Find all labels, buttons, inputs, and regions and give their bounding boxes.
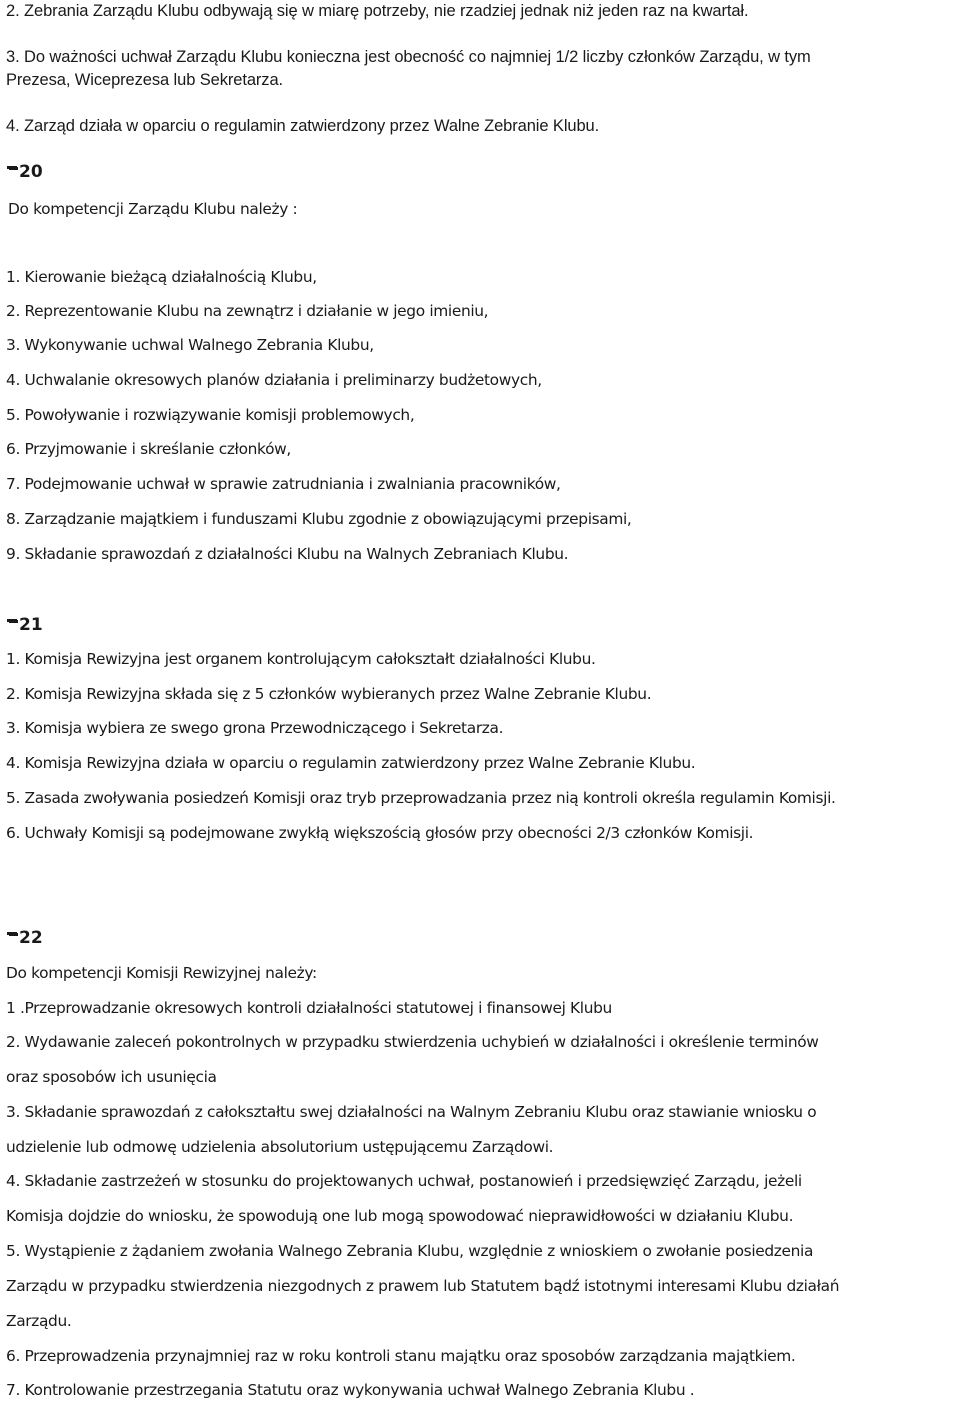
section-heading-20 (3, 161, 43, 183)
list-item: 2. Komisja Rewizyjna składa się z 5 członków wybieranych przez Walne Zebranie Klubu. (6, 685, 652, 703)
list-item-continuation: oraz sposobów ich usunięcia (6, 1068, 217, 1086)
list-item: 2. Wydawanie zaleceń pokontrolnych w przypadku stwierdzenia uchybień w działalności i określenie terminów (6, 1033, 819, 1051)
list-item: 7. Kontrolowanie przestrzegania Statutu oraz wykonywania uchwał Walnego Zebrania Klubu . (6, 1381, 695, 1399)
list-item-continuation: Zarządu. (6, 1312, 72, 1330)
section-heading-22 (3, 927, 43, 949)
list-item: 4. Uchwalanie okresowych planów działania i preliminarzy budżetowych, (6, 371, 542, 389)
paragraph-line: Prezesa, Wiceprezesa lub Sekretarza. (6, 71, 284, 89)
section-number: 22 (19, 928, 43, 948)
section-number: 21 (19, 615, 43, 635)
list-item: 3. Wykonywanie uchwal Walnego Zebrania Klubu, (6, 336, 374, 354)
section-intro: Do kompetencji Zarządu Klubu należy : (8, 200, 298, 218)
list-item: 2. Reprezentowanie Klubu na zewnątrz i działanie w jego imieniu, (6, 302, 489, 320)
list-item: 1. Komisja Rewizyjna jest organem kontrolującym całokształt działalności Klubu. (6, 650, 596, 668)
list-item: 1 .Przeprowadzanie okresowych kontroli działalności statutowej i finansowej Klubu (6, 999, 612, 1017)
paragraph-line: 4. Zarząd działa w oparciu o regulamin zatwierdzony przez Walne Zebranie Klubu. (6, 117, 600, 135)
list-item-continuation: Komisja dojdzie do wniosku, że spowodują one lub mogą spowodować nieprawidłowości w działaniu Klubu. (6, 1207, 794, 1225)
list-item: 4. Komisja Rewizyjna działa w oparciu o regulamin zatwierdzony przez Walne Zebranie Klubu. (6, 754, 696, 772)
list-item: 5. Zasada zwoływania posiedzeń Komisji oraz tryb przeprowadzania przez nią kontroli określa regulamin Komisji. (6, 789, 836, 807)
section-sign-icon (3, 927, 19, 949)
section-intro: Do kompetencji Komisji Rewizyjnej należy: (6, 964, 317, 982)
section-sign-icon (3, 614, 19, 636)
section-number: 20 (19, 162, 43, 182)
list-item: 8. Zarządzanie majątkiem i funduszami Klubu zgodnie z obowiązującymi przepisami, (6, 510, 632, 528)
paragraph-line: 2. Zebrania Zarządu Klubu odbywają się w miarę potrzeby, nie rzadziej jednak niż jeden raz na kwartał. (6, 2, 749, 20)
list-item-continuation: Zarządu w przypadku stwierdzenia niezgodnych z prawem lub Statutem bądź istotnymi interesami Klubu działań (6, 1277, 840, 1295)
list-item: 1. Kierowanie bieżącą działalnością Klubu, (6, 268, 317, 286)
list-item: 7. Podejmowanie uchwał w sprawie zatrudniania i zwalniania pracowników, (6, 475, 561, 493)
list-item: 6. Przeprowadzenia przynajmniej raz w roku kontroli stanu majątku oraz sposobów zarządzania majątkiem. (6, 1347, 796, 1365)
list-item: 6. Uchwały Komisji są podejmowane zwykłą większością głosów przy obecności 2/3 członków Komisji. (6, 824, 754, 842)
list-item: 5. Wystąpienie z żądaniem zwołania Walnego Zebrania Klubu, względnie z wnioskiem o zwołanie posiedzenia (6, 1242, 814, 1260)
section-sign-icon (3, 161, 19, 183)
section-heading-21 (3, 614, 43, 636)
list-item-continuation: udzielenie lub odmowę udzielenia absolutorium ustępującemu Zarządowi. (6, 1138, 554, 1156)
list-item: 4. Składanie zastrzeżeń w stosunku do projektowanych uchwał, postanowień i przedsięwzięć Zarządu, jeżeli (6, 1172, 802, 1190)
list-item: 9. Składanie sprawozdań z działalności Klubu na Walnych Zebraniach Klubu. (6, 545, 569, 563)
list-item: 3. Składanie sprawozdań z całokształtu swej działalności na Walnym Zebraniu Klubu oraz stawianie wniosku o (6, 1103, 817, 1121)
list-item: 5. Powoływanie i rozwiązywanie komisji problemowych, (6, 406, 415, 424)
list-item: 6. Przyjmowanie i skreślanie członków, (6, 440, 291, 458)
paragraph-line: 3. Do ważności uchwał Zarządu Klubu konieczna jest obecność co najmniej 1/2 liczby członków Zarządu, w tym (6, 48, 811, 66)
list-item: 3. Komisja wybiera ze swego grona Przewodniczącego i Sekretarza. (6, 719, 504, 737)
